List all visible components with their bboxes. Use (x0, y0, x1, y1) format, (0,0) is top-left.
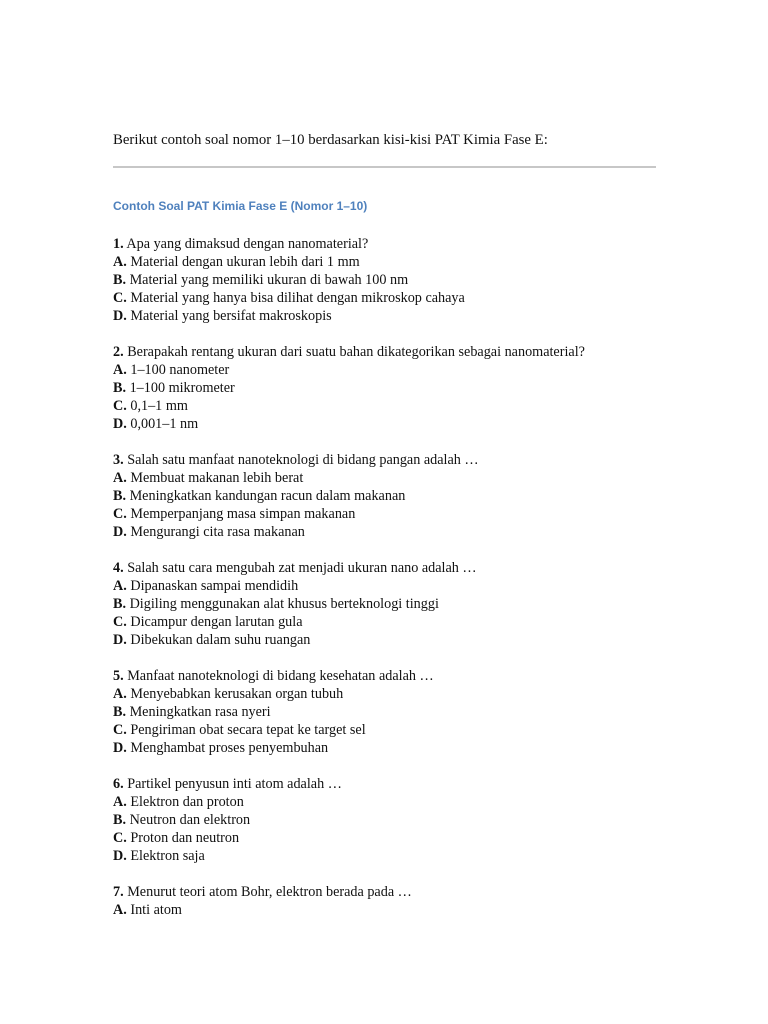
option-letter: A. (113, 578, 127, 594)
answer-option (113, 379, 658, 397)
question-item (113, 343, 658, 433)
question-stem (113, 343, 658, 361)
question-stem (113, 451, 658, 469)
question-number: 1. (113, 236, 124, 252)
option-letter: A. (113, 362, 127, 378)
answer-option (113, 847, 658, 865)
option-text: Material yang bersifat makroskopis (130, 308, 332, 324)
option-text: Elektron saja (130, 848, 205, 864)
option-text: Material yang memiliki ukuran di bawah 100 nm (129, 272, 409, 288)
option-letter: D. (113, 308, 127, 324)
intro-paragraph: Berikut contoh soal nomor 1–10 berdasarkan kisi-kisi PAT Kimia Fase E: (113, 132, 548, 148)
option-letter: C. (113, 398, 127, 414)
answer-option (113, 595, 658, 613)
option-text: Inti atom (130, 902, 182, 918)
option-text: Dibekukan dalam suhu ruangan (130, 632, 311, 648)
question-stem (113, 775, 658, 793)
option-text: 1–100 nanometer (130, 362, 230, 378)
question-stem (113, 883, 658, 901)
question-item (113, 883, 658, 919)
answer-option (113, 469, 658, 487)
answer-option (113, 577, 658, 595)
answer-option (113, 253, 658, 271)
option-text: Meningkatkan rasa nyeri (129, 704, 271, 720)
option-letter: D. (113, 632, 127, 648)
option-letter: C. (113, 290, 127, 306)
answer-option (113, 793, 658, 811)
question-text: Menurut teori atom Bohr, elektron berada pada … (127, 884, 412, 900)
answer-option (113, 739, 658, 757)
question-text: Manfaat nanoteknologi di bidang kesehatan adalah … (127, 668, 434, 684)
answer-option (113, 721, 658, 739)
answer-option (113, 415, 658, 433)
answer-option (113, 901, 658, 919)
horizontal-rule (113, 166, 656, 168)
option-text: Digiling menggunakan alat khusus berteknologi tinggi (129, 596, 439, 612)
option-text: Dipanaskan sampai mendidih (130, 578, 299, 594)
option-letter: B. (113, 272, 127, 288)
option-text: Menyebabkan kerusakan organ tubuh (130, 686, 344, 702)
answer-option (113, 811, 658, 829)
option-letter: D. (113, 524, 127, 540)
question-number: 6. (113, 776, 124, 792)
question-stem (113, 235, 658, 253)
option-letter: A. (113, 902, 127, 918)
answer-option (113, 289, 658, 307)
option-letter: A. (113, 794, 127, 810)
option-text: 0,1–1 mm (130, 398, 188, 414)
option-text: Memperpanjang masa simpan makanan (130, 506, 356, 522)
option-text: Material dengan ukuran lebih dari 1 mm (130, 254, 360, 270)
option-letter: C. (113, 614, 127, 630)
question-number: 3. (113, 452, 124, 468)
option-letter: D. (113, 416, 127, 432)
question-stem (113, 559, 658, 577)
question-item (113, 559, 658, 649)
option-letter: B. (113, 704, 127, 720)
answer-option (113, 271, 658, 289)
option-text: Neutron dan elektron (129, 812, 251, 828)
option-letter: C. (113, 722, 127, 738)
option-text: 0,001–1 nm (130, 416, 199, 432)
question-number: 2. (113, 344, 124, 360)
answer-option (113, 703, 658, 721)
question-text: Salah satu manfaat nanoteknologi di bidang pangan adalah … (127, 452, 479, 468)
option-text: Proton dan neutron (130, 830, 240, 846)
question-text: Berapakah rentang ukuran dari suatu bahan dikategorikan sebagai nanomaterial? (127, 344, 585, 360)
question-number: 5. (113, 668, 124, 684)
option-letter: B. (113, 596, 127, 612)
section-heading: Contoh Soal PAT Kimia Fase E (Nomor 1–10) (113, 199, 368, 213)
document-content (113, 130, 658, 937)
option-letter: A. (113, 686, 127, 702)
option-text: Material yang hanya bisa dilihat dengan mikroskop cahaya (130, 290, 465, 306)
option-text: Pengiriman obat secara tepat ke target sel (130, 722, 366, 738)
answer-option (113, 397, 658, 415)
question-number: 7. (113, 884, 124, 900)
question-number: 4. (113, 560, 124, 576)
option-letter: B. (113, 488, 127, 504)
option-text: Dicampur dengan larutan gula (130, 614, 303, 630)
question-stem (113, 667, 658, 685)
answer-option (113, 361, 658, 379)
question-item (113, 667, 658, 757)
answer-option (113, 307, 658, 325)
question-text: Partikel penyusun inti atom adalah … (127, 776, 342, 792)
option-letter: B. (113, 380, 127, 396)
question-list (113, 235, 658, 919)
option-letter: D. (113, 848, 127, 864)
answer-option (113, 487, 658, 505)
option-letter: C. (113, 506, 127, 522)
option-letter: B. (113, 812, 127, 828)
option-letter: C. (113, 830, 127, 846)
option-letter: D. (113, 740, 127, 756)
answer-option (113, 685, 658, 703)
option-text: 1–100 mikrometer (129, 380, 235, 396)
option-text: Mengurangi cita rasa makanan (130, 524, 305, 540)
option-text: Meningkatkan kandungan racun dalam makanan (129, 488, 406, 504)
question-item (113, 451, 658, 541)
option-text: Membuat makanan lebih berat (130, 470, 304, 486)
answer-option (113, 631, 658, 649)
question-text: Apa yang dimaksud dengan nanomaterial? (126, 236, 369, 252)
question-item (113, 235, 658, 325)
answer-option (113, 829, 658, 847)
question-text: Salah satu cara mengubah zat menjadi ukuran nano adalah … (127, 560, 477, 576)
option-text: Menghambat proses penyembuhan (130, 740, 329, 756)
answer-option (113, 613, 658, 631)
question-item (113, 775, 658, 865)
option-text: Elektron dan proton (130, 794, 244, 810)
answer-option (113, 523, 658, 541)
answer-option (113, 505, 658, 523)
option-letter: A. (113, 470, 127, 486)
option-letter: A. (113, 254, 127, 270)
